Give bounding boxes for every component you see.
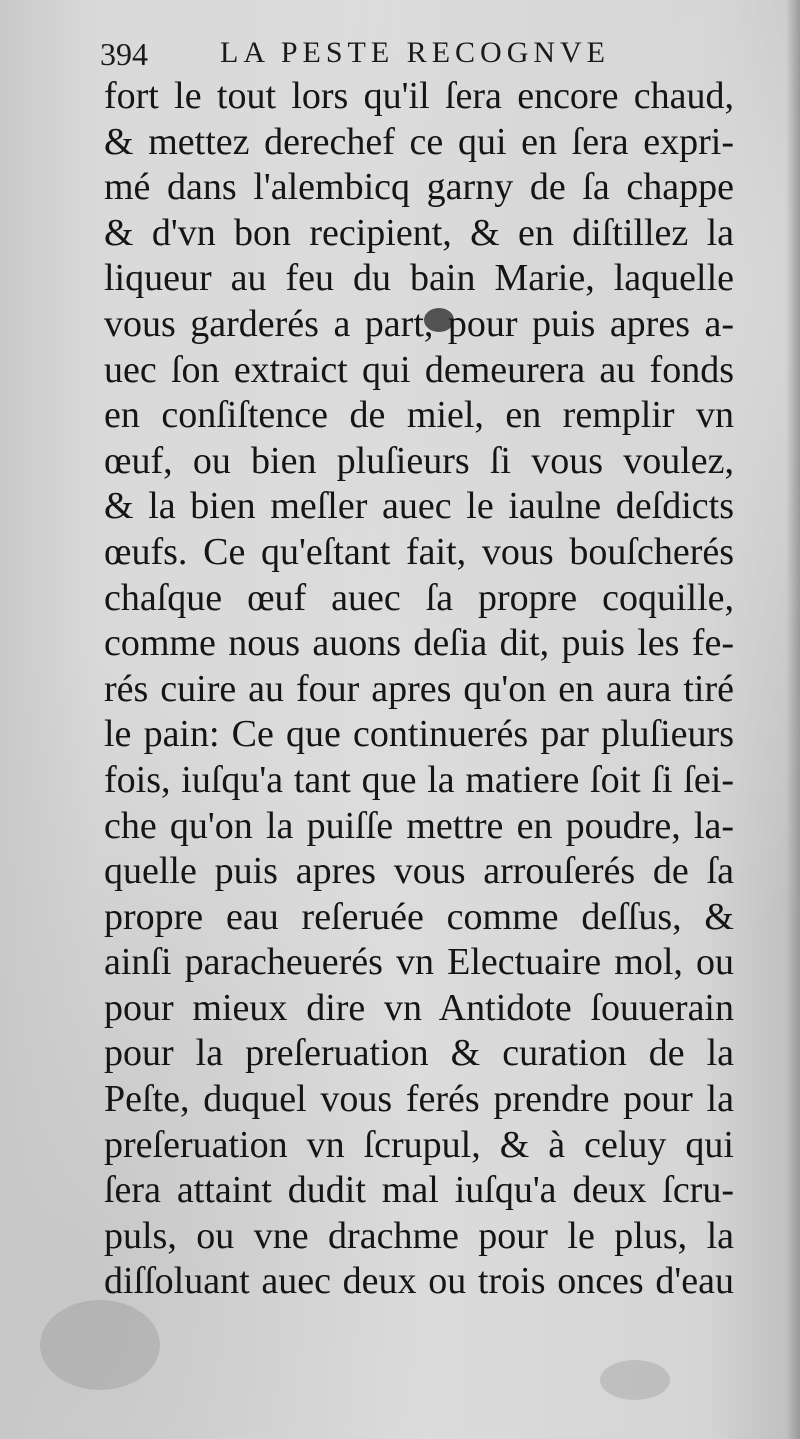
text-line: en conſiſtence de miel, en remplir vn bbox=[104, 394, 734, 437]
text-line: diſſoluant auec deux ou trois onces d'eau bbox=[104, 1260, 734, 1303]
text-line: Peſte, duquel vous ferés prendre pour la bbox=[104, 1078, 734, 1121]
text-line: & d'vn bon recipient, & en diſtillez la bbox=[104, 211, 734, 254]
page-edge-shadow bbox=[786, 0, 800, 1439]
text-line: fois, iuſqu'a tant que la matiere ſoit ſi ſei- bbox=[104, 758, 734, 801]
text-line: pour la preſeruation & curation de la bbox=[104, 1032, 734, 1075]
text-line: quelle puis apres vous arrouſerés de ſa bbox=[104, 850, 734, 893]
paper-stain bbox=[600, 1360, 670, 1400]
text-line: rés cuire au four apres qu'on en aura tiré bbox=[104, 667, 734, 710]
text-line: pour mieux dire vn Antidote ſouuerain bbox=[104, 986, 734, 1029]
text-line: ainſi paracheuerés vn Electuaire mol, ou bbox=[104, 941, 734, 984]
page-number: 394 bbox=[100, 36, 148, 72]
paper-stain bbox=[40, 1300, 160, 1390]
body-text bbox=[104, 74, 734, 1305]
text-line: fort le tout lors qu'il ſera encore chaud, bbox=[104, 75, 734, 117]
text-line: le pain: Ce que continuerés par pluſieurs bbox=[104, 713, 734, 756]
text-line: œufs. Ce qu'eſtant fait, vous bouſcherés bbox=[104, 530, 734, 573]
page-header bbox=[100, 30, 740, 74]
text-line: comme nous auons deſia dit, puis les fe- bbox=[104, 622, 734, 665]
text-line: che qu'on la puiſſe mettre en poudre, la- bbox=[104, 804, 734, 847]
text-line: chaſque œuf auec ſa propre coquille, bbox=[104, 576, 734, 619]
text-line: & la bien meſler auec le iaulne deſdicts bbox=[104, 485, 734, 528]
text-line: ſera attaint dudit mal iuſqu'a deux ſcru- bbox=[104, 1169, 734, 1212]
text-line: propre eau reſeruée comme deſſus, & bbox=[104, 895, 734, 938]
text-line: liqueur au feu du bain Marie, laquelle bbox=[104, 257, 734, 300]
text-line: œuf, ou bien pluſieurs ſi vous voulez, bbox=[104, 439, 734, 482]
text-line: & mettez derechef ce qui en ſera expri- bbox=[104, 120, 734, 163]
text-line: puls, ou vne drachme pour le plus, la bbox=[104, 1214, 734, 1257]
text-line: vous garderés a part, pour puis apres a- bbox=[104, 302, 734, 345]
running-head: LA PESTE RECOGNVE bbox=[220, 36, 611, 69]
text-line: preſeruation vn ſcrupul, & à celuy qui bbox=[104, 1123, 734, 1166]
text-line: uec ſon extraict qui demeurera au fonds bbox=[104, 348, 734, 391]
text-line: mé dans l'alembicq garny de ſa chappe bbox=[104, 166, 734, 209]
